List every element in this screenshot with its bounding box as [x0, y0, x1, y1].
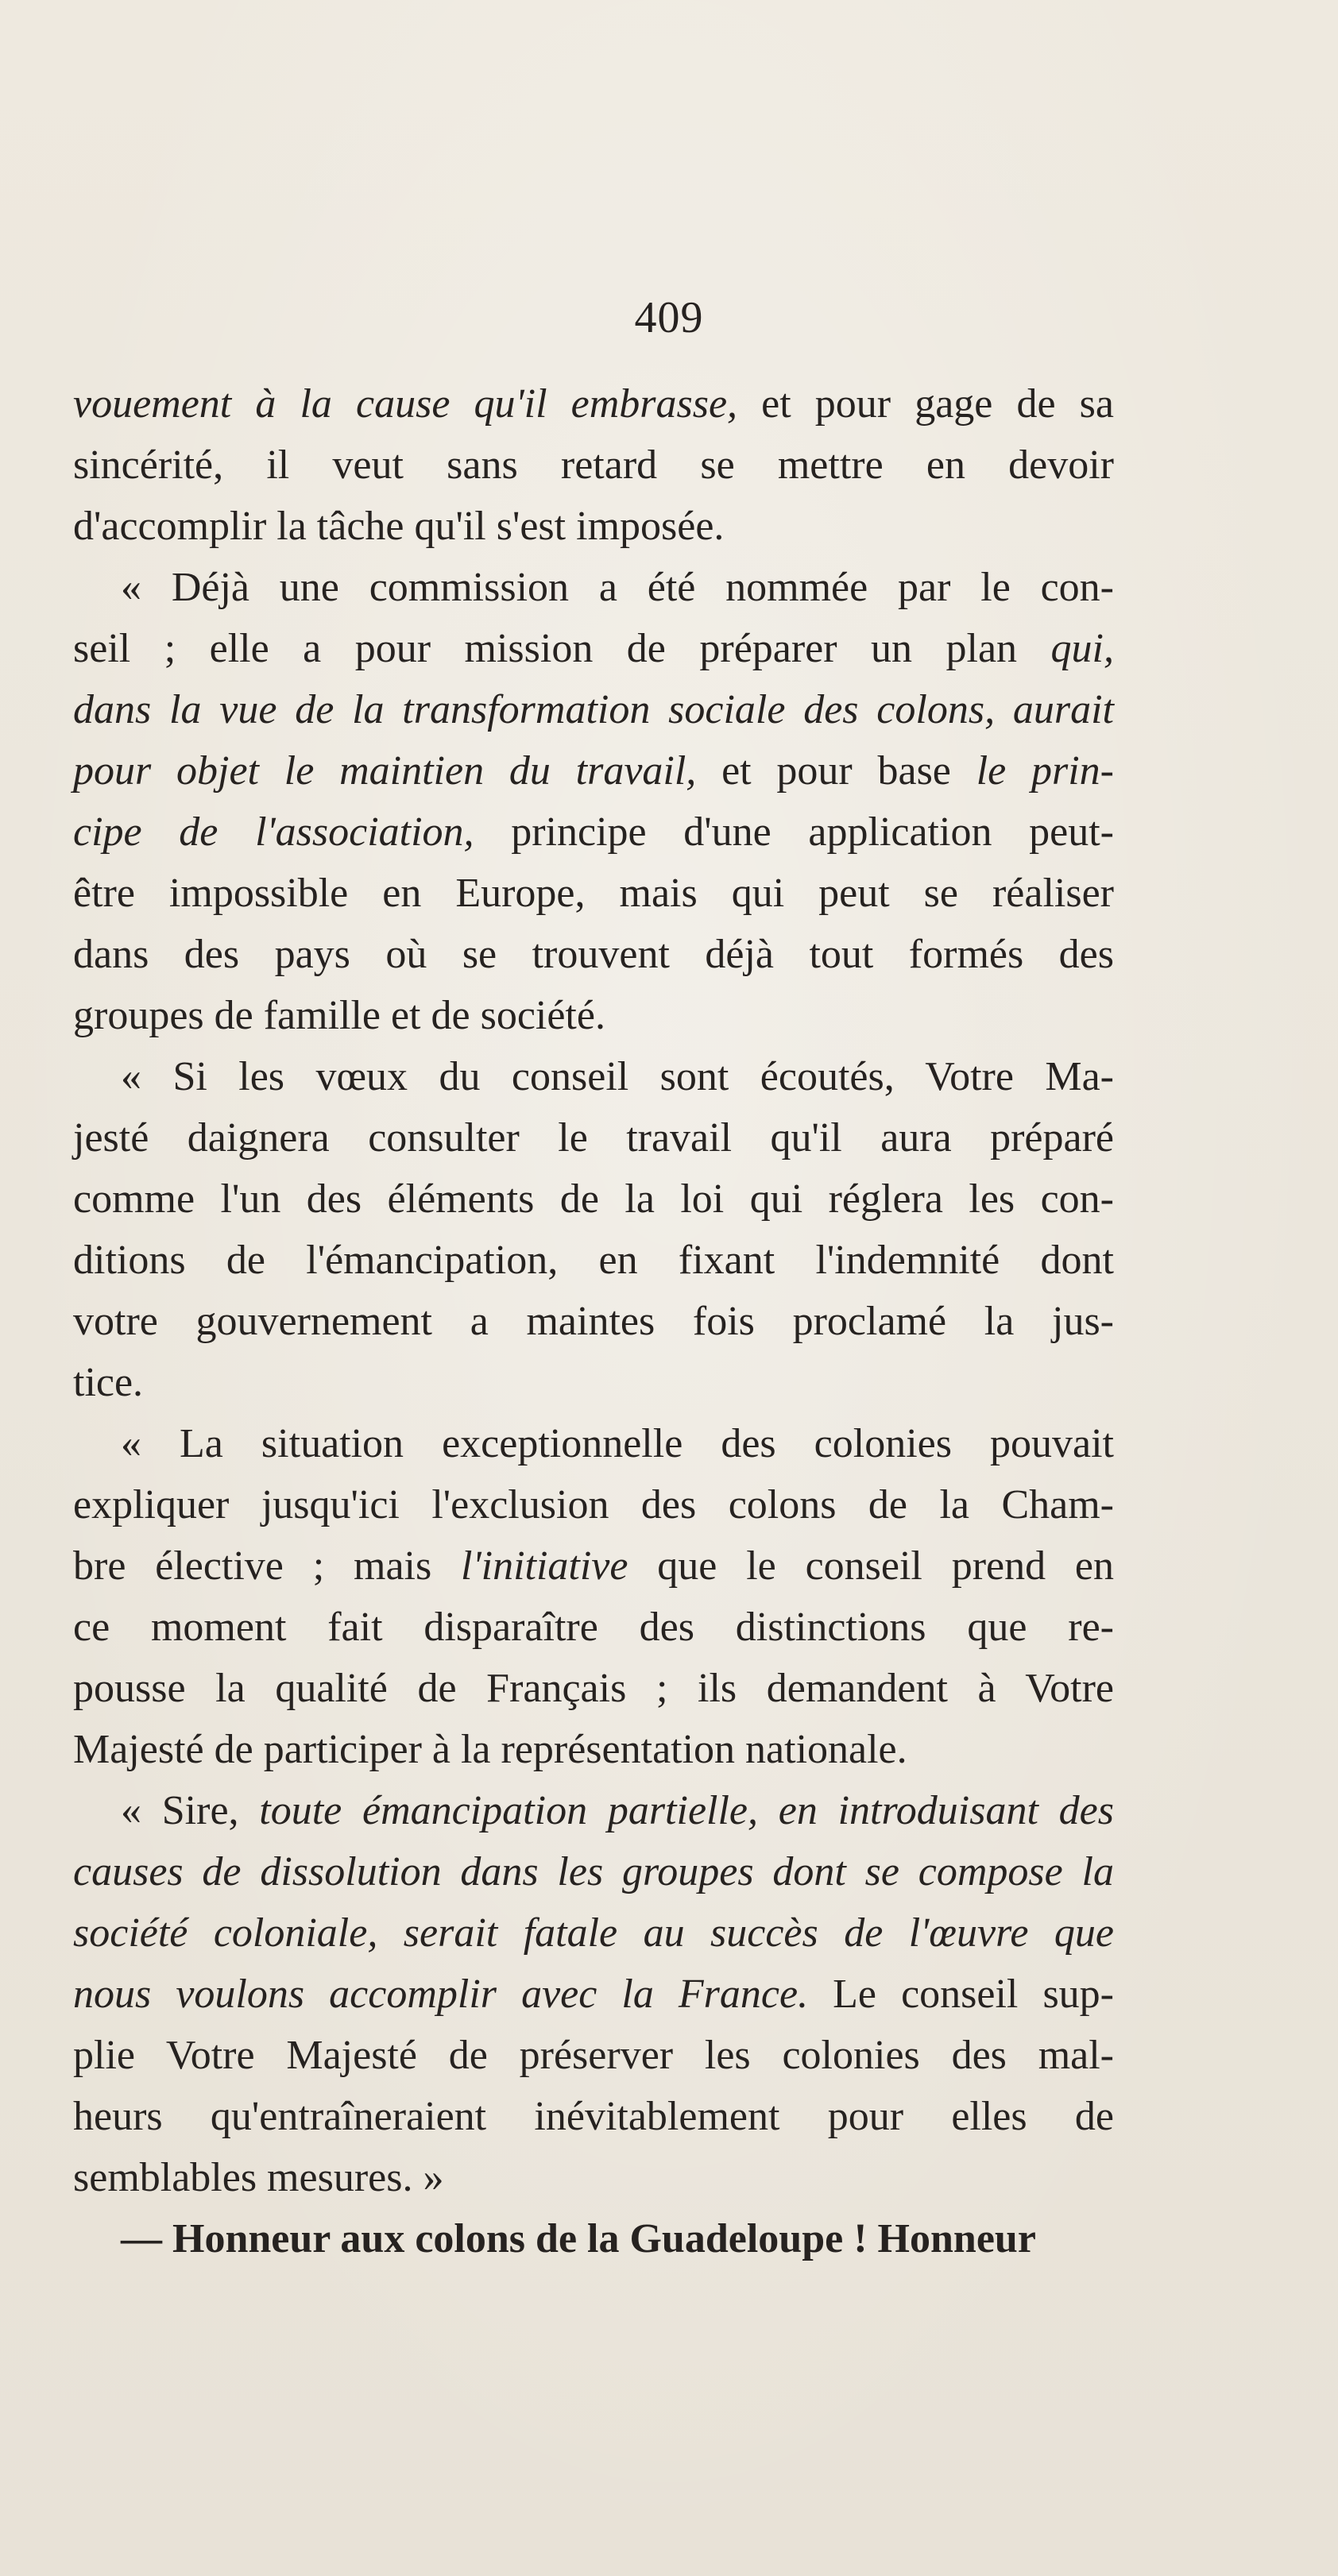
italic-text: toute émancipation partielle, en introduisant des [259, 1788, 1114, 1833]
roman-text: « Sire, [121, 1788, 260, 1833]
text-line [73, 496, 1114, 557]
italic-text: le prin- [976, 748, 1114, 794]
text-line [73, 1535, 1114, 1597]
roman-text: Majesté de participer à la représentation nationale. [73, 1727, 907, 1772]
roman-text: « La situation exceptionnelle des colonies pouvait [121, 1421, 1114, 1466]
roman-text: tice. [73, 1360, 144, 1405]
roman-text: bre élective ; mais [73, 1543, 462, 1589]
italic-text: dans la vue de la transformation sociale des colons, aurait [73, 687, 1114, 732]
roman-text: expliquer jusqu'ici l'exclusion des colons de la Cham- [73, 1482, 1114, 1527]
roman-text: « Déjà une commission a été nommée par le con- [121, 565, 1114, 610]
text-line [73, 1964, 1114, 2025]
roman-text: plie Votre Majesté de préserver les colonies des mal- [73, 2033, 1114, 2078]
text-line [73, 373, 1114, 434]
roman-text: et pour gage de sa [737, 381, 1114, 427]
roman-text: semblables mesures. » [73, 2155, 444, 2200]
italic-text: l'initiative [461, 1543, 628, 1589]
text-line [73, 1168, 1114, 1230]
text-line [73, 1780, 1114, 1841]
text-line [73, 1719, 1114, 1780]
text-line [73, 1046, 1114, 1107]
italic-text: vouement à la cause qu'il embrasse, [73, 381, 738, 427]
roman-text: comme l'un des éléments de la loi qui réglera les con- [73, 1176, 1114, 1222]
text-line [73, 679, 1114, 740]
text-line [73, 1413, 1114, 1474]
text-line [73, 618, 1114, 679]
text-line [73, 924, 1114, 985]
roman-text: groupes de famille et de société. [73, 993, 605, 1038]
page-number: 409 [634, 293, 704, 342]
roman-text: seil ; elle a pour mission de préparer un plan [73, 626, 1051, 671]
italic-text: nous voulons accomplir avec la France. [73, 1972, 809, 2017]
roman-text: et pour base [696, 748, 976, 794]
text-line [73, 740, 1114, 801]
roman-text: que le conseil prend en [628, 1543, 1115, 1589]
roman-text: principe d'une application peut- [474, 809, 1114, 855]
roman-text: Le conseil sup- [808, 1972, 1114, 2017]
roman-text: d'accomplir la tâche qu'il s'est imposée. [73, 504, 725, 549]
text-line [73, 1107, 1114, 1168]
text-line [73, 1841, 1114, 1902]
italic-text: cipe de l'association, [73, 809, 474, 855]
roman-text: votre gouvernement a maintes fois proclamé la jus- [73, 1299, 1114, 1344]
italic-text: causes de dissolution dans les groupes dont se compose la [73, 1849, 1114, 1894]
text-line [73, 1474, 1114, 1535]
text-line [73, 1658, 1114, 1719]
text-line [73, 557, 1114, 618]
text-line [73, 801, 1114, 863]
italic-text: pour objet le maintien du travail, [73, 748, 697, 794]
text-line [73, 2025, 1114, 2086]
roman-text: — Honneur aux colons de la Guadeloupe ! Honneur [121, 2216, 1036, 2261]
text-line [73, 863, 1114, 924]
text-line [73, 2147, 1114, 2208]
roman-text: « Si les vœux du conseil sont écoutés, Votre Ma- [121, 1054, 1114, 1099]
text-line [73, 2086, 1114, 2147]
roman-text: sincérité, il veut sans retard se mettre en devoir [73, 442, 1114, 488]
text-line [73, 1230, 1114, 1291]
roman-text: heurs qu'entraîneraient inévitablement pour elles de [73, 2094, 1114, 2139]
roman-text: jesté daignera consulter le travail qu'il aura préparé [73, 1115, 1114, 1161]
text-line [73, 1902, 1114, 1964]
text-line [73, 1291, 1114, 1352]
text-line [73, 434, 1114, 496]
roman-text: être impossible en Europe, mais qui peut se réaliser [73, 871, 1114, 916]
page-body-text [73, 373, 1114, 2269]
text-line [73, 1597, 1114, 1658]
italic-text: société coloniale, serait fatale au succès de l'œuvre que [73, 1910, 1114, 1956]
roman-text: ce moment fait disparaître des distinctions que re- [73, 1605, 1114, 1650]
roman-text: ditions de l'émancipation, en fixant l'indemnité dont [73, 1238, 1114, 1283]
roman-text: dans des pays où se trouvent déjà tout formés des [73, 932, 1114, 977]
text-line [73, 985, 1114, 1046]
roman-text: pousse la qualité de Français ; ils demandent à Votre [73, 1666, 1114, 1711]
text-line [73, 1352, 1114, 1413]
italic-text: qui, [1050, 626, 1114, 671]
text-line [73, 2208, 1114, 2269]
